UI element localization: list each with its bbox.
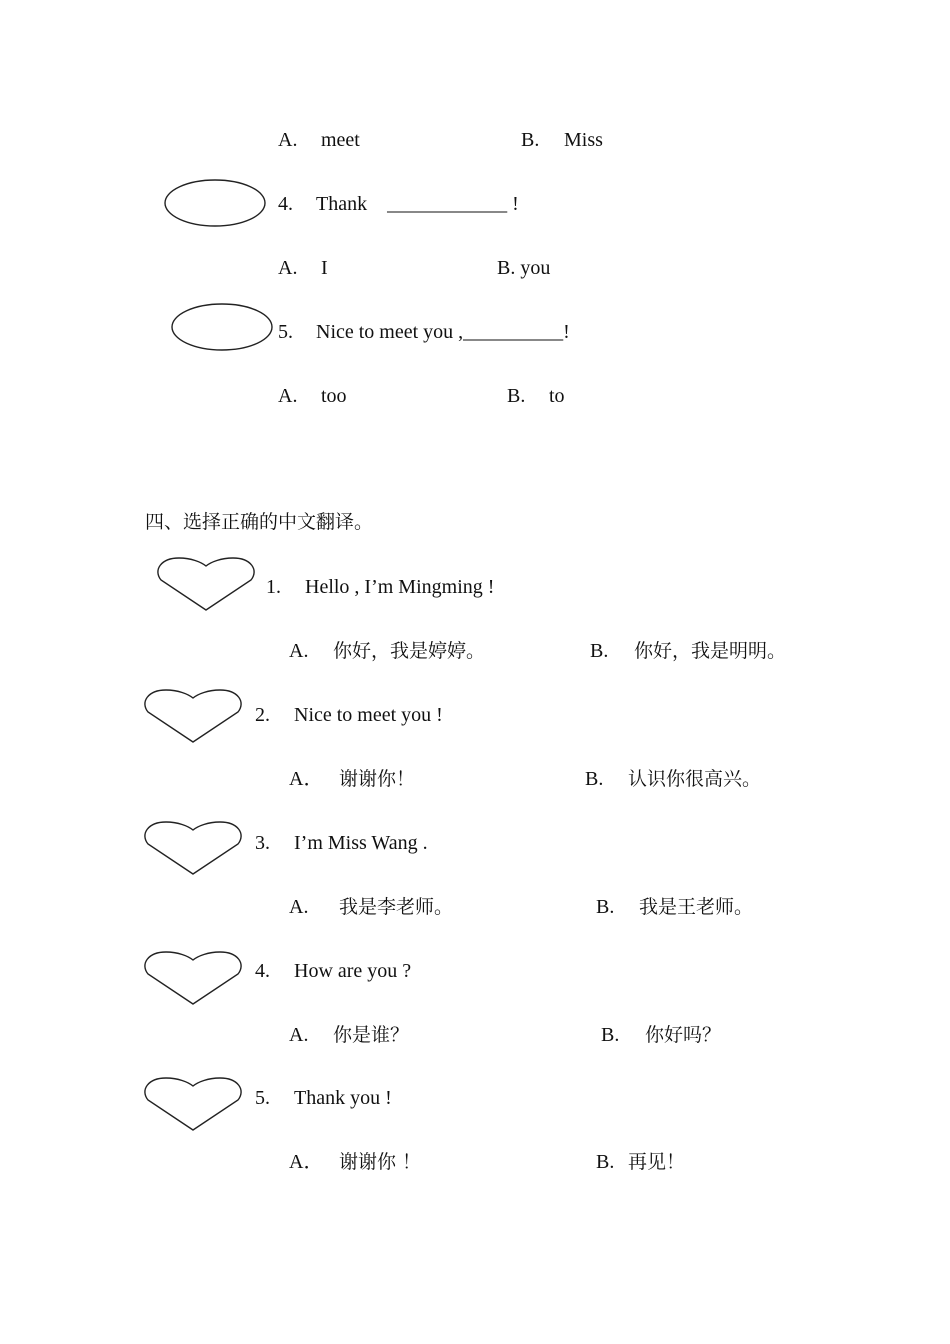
q5-option-a-letter: A. — [278, 385, 298, 407]
section-title: 四、选择正确的中文翻译。 — [145, 511, 374, 533]
q4-option-a-text: I — [321, 257, 328, 279]
q4-text: Thank ____________ ! — [316, 193, 519, 215]
answer-heart-q4[interactable] — [144, 950, 244, 1006]
q4-option-a-letter: A. — [278, 257, 298, 279]
s4-q1-number: 1. — [266, 576, 281, 598]
s4-q2-option-b-letter: B. — [585, 768, 604, 790]
s4-q4-option-a-text: 你是谁？ — [333, 1024, 410, 1046]
q3-option-a-text: meet — [321, 129, 360, 151]
s4-q5-option-a-text: 谢谢你 ！ — [339, 1151, 422, 1173]
s4-q1-option-a-text: 你好，我是婷婷。 — [333, 640, 486, 662]
answer-heart-q3[interactable] — [144, 820, 244, 876]
answer-heart-q1[interactable] — [157, 556, 257, 612]
s4-q4-text: How are you ? — [294, 960, 412, 982]
s4-q4-option-b-text: 你好吗？ — [645, 1024, 722, 1046]
q3-option-b-letter: B. — [521, 129, 540, 151]
s4-q2-option-b-text: 认识你很高兴。 — [628, 768, 762, 790]
q4-option-b: B. you — [497, 257, 551, 279]
answer-heart-q5[interactable] — [144, 1076, 244, 1132]
s4-q1-text: Hello , I’m Mingming ! — [305, 576, 495, 598]
s4-q2-option-a-letter: A． — [289, 768, 324, 790]
q4-number: 4. — [278, 193, 293, 215]
q5-option-b-text: to — [549, 385, 565, 407]
s4-q3-text: I’m Miss Wang . — [294, 832, 428, 854]
s4-q2-number: 2. — [255, 704, 270, 726]
q5-option-a-text: too — [321, 385, 347, 407]
s4-q2-text: Nice to meet you ! — [294, 704, 443, 726]
q3-option-a-letter: A. — [278, 129, 298, 151]
s4-q2-option-a-text: 谢谢你！ — [339, 768, 416, 790]
q5-number: 5. — [278, 321, 293, 343]
answer-oval-q5[interactable] — [171, 303, 275, 353]
s4-q4-number: 4. — [255, 960, 270, 982]
s4-q3-option-a-letter: A. — [289, 896, 309, 918]
s4-q1-option-b-text: 你好，我是明明。 — [634, 640, 787, 662]
q5-option-b-letter: B. — [507, 385, 526, 407]
q3-option-b-text: Miss — [564, 129, 603, 151]
s4-q3-number: 3. — [255, 832, 270, 854]
answer-heart-q2[interactable] — [144, 688, 244, 744]
s4-q1-option-b-letter: B. — [590, 640, 609, 662]
s4-q1-option-a-letter: A. — [289, 640, 309, 662]
s4-q4-option-b-letter: B. — [601, 1024, 620, 1046]
s4-q5-number: 5. — [255, 1087, 270, 1109]
s4-q5-option-b-text: 再见！ — [628, 1151, 686, 1173]
s4-q5-option-a-letter: A． — [289, 1151, 324, 1173]
s4-q3-option-b-text: 我是王老师。 — [639, 896, 754, 918]
s4-q5-text: Thank you ! — [294, 1087, 392, 1109]
answer-oval-q4[interactable] — [164, 179, 268, 229]
s4-q3-option-b-letter: B. — [596, 896, 615, 918]
s4-q3-option-a-text: 我是李老师。 — [339, 896, 454, 918]
s4-q5-option-b-letter: B. — [596, 1151, 615, 1173]
q5-text: Nice to meet you ,__________! — [316, 321, 570, 343]
s4-q4-option-a-letter: A. — [289, 1024, 309, 1046]
